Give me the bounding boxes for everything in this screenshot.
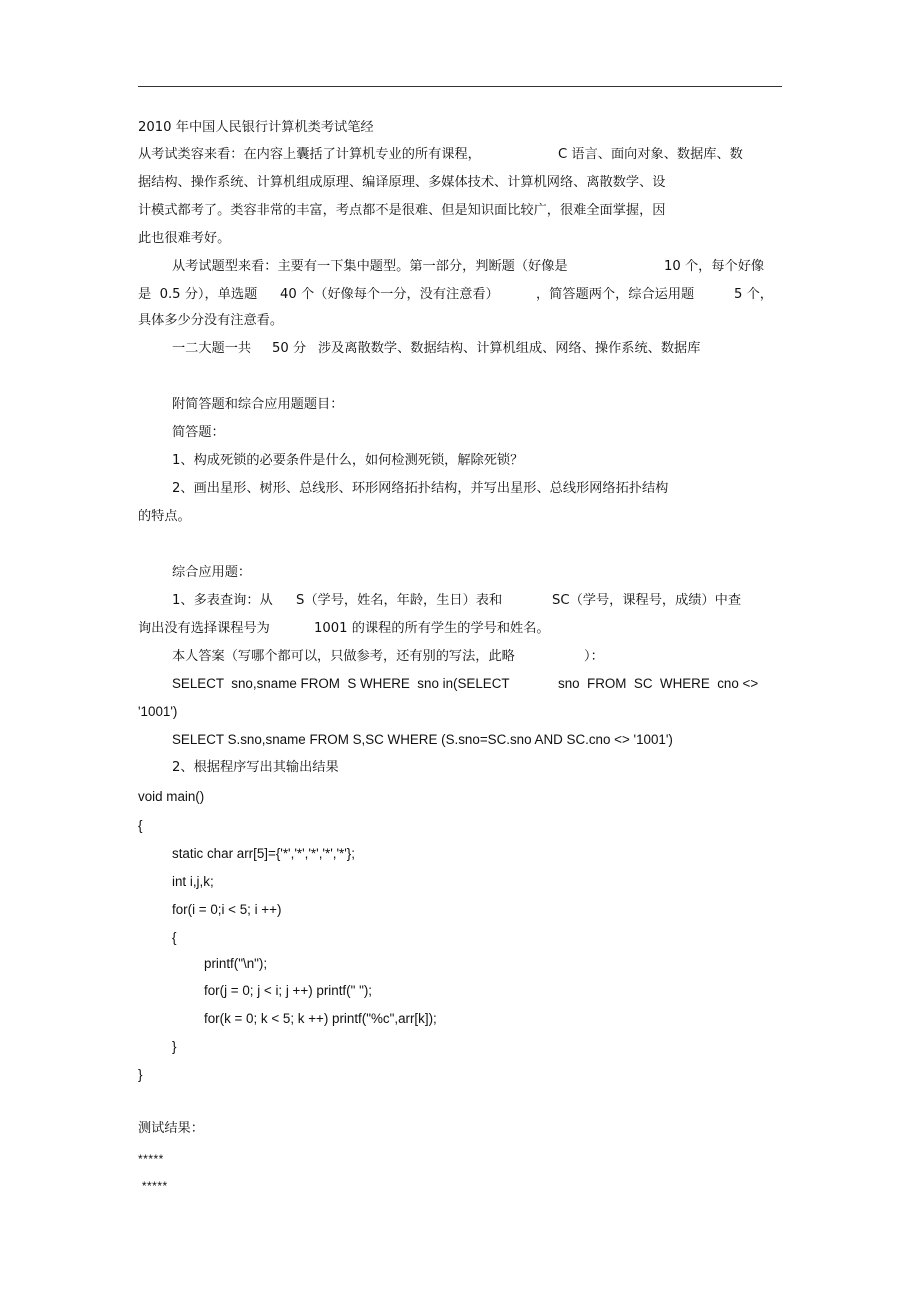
code-line-8: for(j = 0; j < i; j ++) printf(" ");	[204, 983, 373, 998]
comp-q1-line2-a: 询出没有选择课程号为	[138, 621, 270, 636]
short-answer-q1: 1、构成死锁的必要条件是什么，如何检测死锁，解除死锁？	[172, 453, 524, 468]
para3-b: 50 分	[272, 341, 307, 356]
my-answer-text: 本人答案（写哪个都可以，只做参考，还有别的写法，此略	[172, 649, 515, 664]
para2-line1-a: 从考试题型来看：主要有一下集中题型。第一部分，判断题（好像是	[172, 259, 568, 274]
para3-a: 一二大题一共	[172, 341, 252, 356]
short-answer-heading: 简答题：	[172, 425, 225, 440]
sql2-line: SELECT S.sno,sname FROM S,SC WHERE (S.sno=SC.sno AND SC.cno <> '1001')	[172, 732, 673, 747]
code-line-10: }	[172, 1039, 177, 1054]
code-line-9: for(k = 0; k < 5; k ++) printf("%c",arr[k]);	[204, 1011, 437, 1026]
para2-line2-a: 是 0.5 分），单选题	[138, 287, 258, 302]
comp-q1-line1-c: SC（学号，课程号，成绩）中查	[552, 593, 742, 608]
result-heading: 测试结果：	[138, 1121, 204, 1136]
para1-line4: 此也很难考好。	[138, 231, 231, 246]
code-line-7: printf("\n");	[204, 956, 268, 971]
comp-q1-line2-b: 1001 的课程的所有学生的学号和姓名。	[314, 621, 550, 636]
para2-line2-c: ，简答题两个，综合运用题	[536, 287, 695, 302]
code-line-2: {	[138, 818, 143, 833]
para2-line2-d: 5 个，	[734, 287, 773, 302]
short-answer-q2-line1: 2、画出星形、树形、总线形、环形网络拓扑结构，并写出星形、总线形网络拓扑结构	[172, 481, 669, 496]
code-line-1: void main()	[138, 789, 205, 804]
comp-q1-line1-a: 1、多表查询：从	[172, 593, 273, 608]
comp-q2: 2、根据程序写出其输出结果	[172, 760, 339, 775]
result-line-1: *****	[138, 1152, 164, 1166]
sql1-a: SELECT sno,sname FROM S WHERE sno in(SELECT	[172, 676, 510, 691]
code-line-5: for(i = 0;i < 5; i ++)	[172, 902, 282, 917]
code-line-3: static char arr[5]={'*','*','*','*','*'};	[172, 846, 355, 861]
para2-line1-b: 10 个，每个好像	[664, 259, 765, 274]
header-rule	[138, 86, 782, 87]
short-answer-q2-line2: 的特点。	[138, 509, 191, 524]
sql1-b: sno FROM SC WHERE cno <>	[558, 676, 759, 691]
para3-c: 涉及离散数学、数据结构、计算机组成、网络、操作系统、数据库	[318, 341, 701, 356]
para1-line1-b: C 语言、面向对象、数据库、数	[558, 147, 743, 162]
result-line-2: *****	[138, 1179, 168, 1193]
comprehensive-heading: 综合应用题：	[172, 565, 252, 580]
my-answer-end: ）：	[584, 649, 604, 664]
document-title: 2010 年中国人民银行计算机类考试笔经	[138, 120, 374, 135]
code-line-11: }	[138, 1067, 143, 1082]
comp-q1-line1-b: S（学号，姓名，年龄，生日）表和	[296, 593, 503, 608]
para2-line3: 具体多少分没有注意看。	[138, 313, 284, 328]
para2-line2-b: 40 个（好像每个一分，没有注意看）	[280, 287, 499, 302]
para1-line2: 据结构、操作系统、计算机组成原理、编译原理、多媒体技术、计算机网络、离散数学、设	[138, 175, 666, 190]
para1-line3: 计模式都考了。类容非常的丰富，考点都不是很难、但是知识面比较广，很难全面掌握，因	[138, 203, 666, 218]
sql1-continuation: '1001')	[138, 704, 178, 719]
appendix-heading: 附简答题和综合应用题题目：	[172, 397, 344, 412]
para1-line1-a: 从考试类容来看：在内容上囊括了计算机专业的所有课程，	[138, 147, 481, 162]
code-line-4: int i,j,k;	[172, 874, 214, 889]
code-line-6: {	[172, 930, 177, 945]
